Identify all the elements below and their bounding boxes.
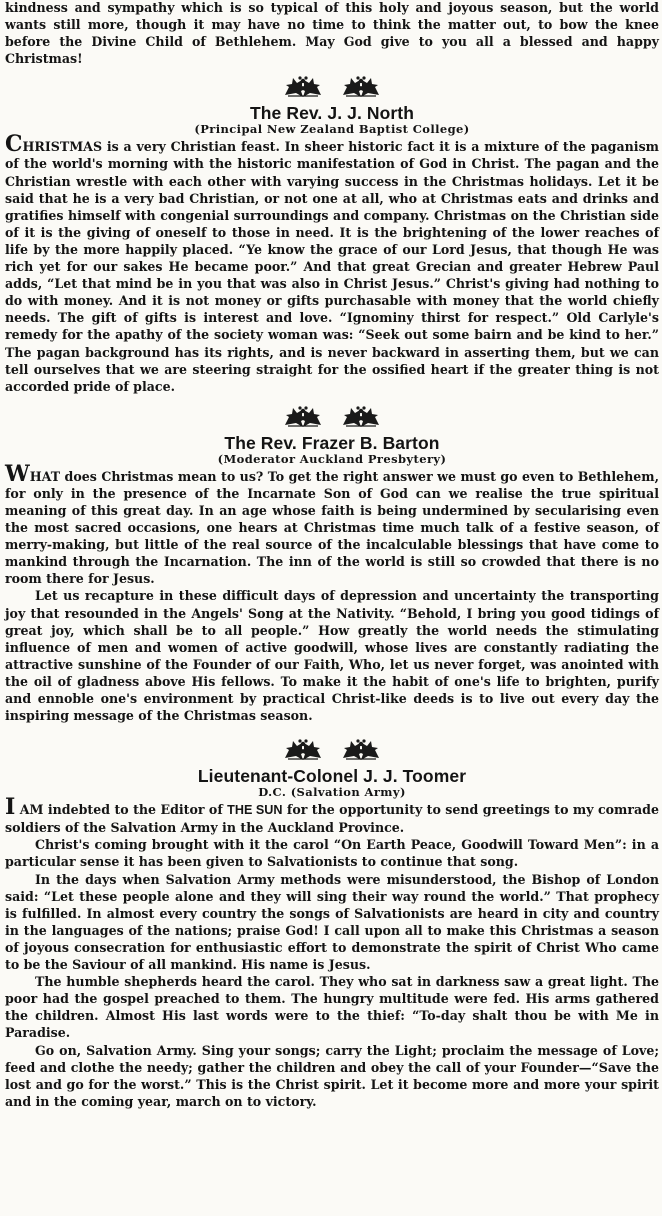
toomer-paragraph-4: The humble shepherds heard the carol. They who sat in darkness saw a great light. The poor had the gospel preached to them. The hungry multitude were fed. His arms gathered the children. Almost His last words were to the thief: “To-day shalt thou be with Me in Paradise. xyxy=(5,974,659,1041)
toomer-paragraph-1: I AM indebted to the Editor of THE SUN for the opportunity to send greetings to my comrade soldiers of the Salvation Army in the Auckland Province. xyxy=(5,794,659,836)
barton-paragraph-2: Let us recapture in these difficult days of depression and uncertainty the transporting joy that resounded in the Angels' Song at the Nativity. “Behold, I bring you good tidings of great joy, which shall be to all people.” How greatly the world needs the stimulating influence of men and women of active goodwill, whose lives are constantly radiating the attractive sunshine of the Founder of our Faith, Who, let us never forget, was anointed with the oil of gladness above His fellows. To make it the habit of one's life to brighten, purify and ennoble one's environment by practical Christ-like deeds is to live out every day the inspiring message of the Christmas season. xyxy=(5,588,659,724)
toomer-section xyxy=(5,766,659,1110)
north-title: The Rev. J. J. North xyxy=(249,103,415,124)
toomer-paragraph-3: In the days when Salvation Army methods were misunderstood, the Bishop of London said: “Let these people alone and they will sing their way round the world.” That prophecy is fulfilled. In almost every country the songs of Salvationists are heard in city and country in the languages of the nations; praise God! I call upon all to make this Christmas a season of joyous consecration for enthusiastic effort to demonstrate the spirit of Christ Who came to be the Saviour of all mankind. His name is Jesus. xyxy=(5,871,659,973)
holly-icon xyxy=(341,405,381,429)
north-section xyxy=(5,103,659,394)
north-paragraph: CHRISTMAS is a very Christian feast. In sheer historic fact it is a mixture of the paganism of the world's morning with the historic manifestation of God in Christ. The pagan and the Christian wrestle with each other with varying success in the Christmas holidays. Let it be said that he is a very bad Christian, or not one at all, who at Christmas eats and drinks and gratifies himself with congenial surroundings and company. Christmas on the Christian side of it is the giving of oneself to those in need. It is the brightening of the lower reaches of life by the more happily placed. “Ye know the grace of our Lord Jesus, that though He was rich yet for our sakes He became poor.” And that great Grecian and greater Hebrew Paul adds, “Let that mind be in you that was also in Christ Jesus.” Christ's giving had nothing to do with money. And it is not money or gifts purchasable with money that the world chiefly needs. The gift of gifts is interest and love. “Ignominy thirst for respect.” Old Carlyle's remedy for the apathy of the society woman was: “Seek out some bairn and be kind to her.” The pagan background has its rights, and is never backward in asserting them, but we can tell ourselves that we are steering straight for the ossified heart if the greater thing is not accorded pride of place. xyxy=(5,131,659,394)
drop-cap: C xyxy=(5,131,23,158)
toomer-title: Lieutenant-Colonel J. J. Toomer xyxy=(197,766,467,787)
holly-icon xyxy=(341,738,381,762)
holly-icon xyxy=(341,75,381,99)
toomer-subtitle: D.C. (Salvation Army) xyxy=(258,785,406,800)
holly-ornament xyxy=(5,405,659,429)
barton-subtitle: (Moderator Auckland Presbytery) xyxy=(217,451,447,466)
drop-cap: I xyxy=(5,794,16,821)
newspaper-name: THE SUN xyxy=(227,803,283,818)
holly-icon xyxy=(283,405,323,429)
holly-ornament xyxy=(5,75,659,99)
toomer-paragraph-5: Go on, Salvation Army. Sing your songs; carry the Light; proclaim the message of Love; feed and clothe the needy; gather the children and obey the call of your Founder—“Save the lost and go for the worst.” This is the Christ spirit. Let it become more and more your spirit and in the coming year, march on to victory. xyxy=(5,1042,659,1109)
intro-paragraph: kindness and sympathy which is so typical of this holy and joyous season, but the world wants still more, though it may have no time to think the matter out, to bow the knee before the Divine Child of Bethlehem. May God give to you all a blessed and happy Christmas! xyxy=(5,0,659,67)
barton-title: The Rev. Frazer B. Barton xyxy=(224,432,440,453)
barton-paragraph-1: WHAT does Christmas mean to us? To get the right answer we must go even to Bethlehem, for only in the presence of the Incarnate Son of God can we realise the true spiritual meaning of this great day. In an age whose faith is being undermined by secularising even the most sacred occasions, one hears at Christmas time much talk of a festive season, of merry-making, but little of the real source of the incalculable blessings that have come to mankind through the Incarnation. The inn of the world is still so crowded that there is no room there for Jesus. xyxy=(5,460,659,587)
holly-ornament xyxy=(5,738,659,762)
toomer-paragraph-2: Christ's coming brought with it the carol “On Earth Peace, Goodwill Toward Men”: in a particular sense it has been given to Salvationists to continue that song. xyxy=(5,837,659,870)
holly-icon xyxy=(283,738,323,762)
north-subtitle: (Principal New Zealand Baptist College) xyxy=(194,122,470,137)
drop-cap: W xyxy=(5,460,30,487)
barton-section xyxy=(5,433,659,724)
holly-icon xyxy=(283,75,323,99)
